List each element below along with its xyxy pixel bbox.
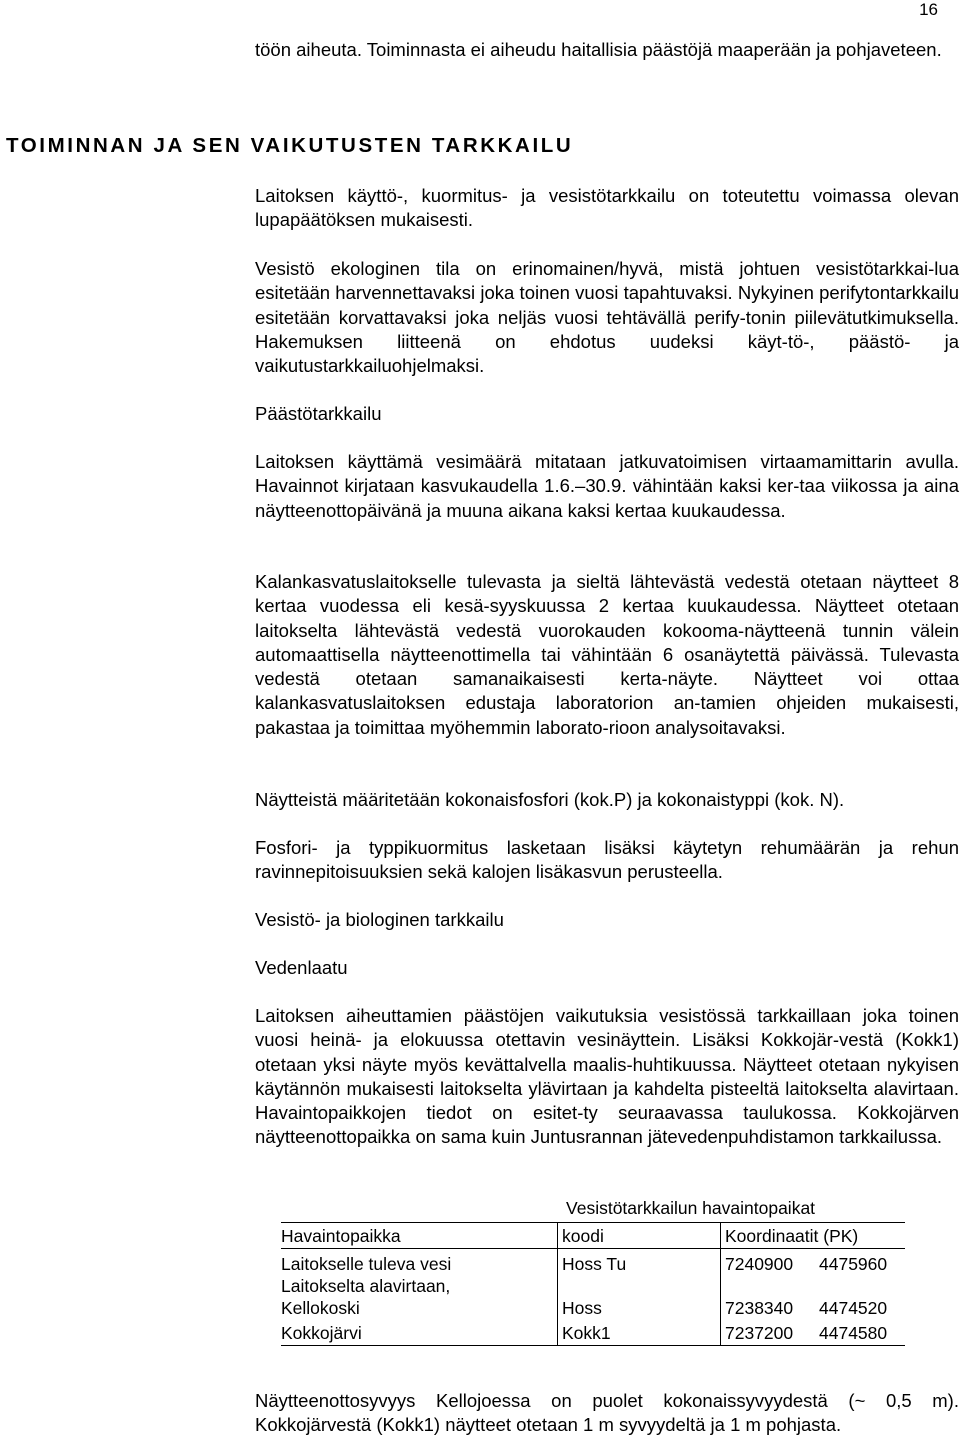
table-header-row xyxy=(281,1223,905,1249)
sampling-depth-paragraph: Näytteenottosyvyys Kellojoessa on puolet kokonaissyvyydestä (~ 0,5 m). Kokkojärvestä (Kokk1) näytteet otetaan 1 m syvyydeltä ja 1 m pohjasta. xyxy=(255,1390,959,1436)
monitoring-paragraph: Laitoksen käyttö-, kuormitus- ja vesistötarkkailu on toteutettu voimassa olevan lupapäätöksen mukaisesti. xyxy=(255,185,959,231)
water-quality-subheading: Vedenlaatu xyxy=(255,957,348,978)
code-cell: Hoss Tu xyxy=(558,1249,721,1276)
code-cell: Hoss xyxy=(558,1275,721,1319)
ecological-status-paragraph: Vesistö ekologinen tila on erinomainen/hyvä, mistä johtuen vesistötarkkai-lua esitetään harvennettavaksi joka toinen vuosi tapahtuvaksi. Nykyinen perifytontarkkailu esitetään korvattavaksi joka neljäs vuosi tehtävällä perify-tonin piilevätutkimuksella. Hakemuksen liitteenä on ehdotus uudeksi käyt-tö-, päästö- ja vaikutustarkkailuohjelmaksi. xyxy=(255,258,959,377)
header-code: koodi xyxy=(558,1223,721,1249)
north-coordinate-cell: 7238340 xyxy=(721,1275,820,1319)
north-coordinate-cell: 7237200 xyxy=(721,1319,820,1346)
determinations-paragraph: Näytteistä määritetään kokonaisfosfori (kok.P) ja kokonaistyppi (kok. N). xyxy=(255,789,845,810)
site-cell: Kokkojärvi xyxy=(281,1319,558,1346)
observation-sites-table xyxy=(281,1222,905,1346)
intro-paragraph: töön aiheuta. Toiminnasta ei aiheudu haitallisia päästöjä maaperään ja pohjaveteen. xyxy=(255,39,942,60)
table-row xyxy=(281,1319,905,1346)
site-cell: Laitokselta alavirtaan, Kellokoski xyxy=(281,1276,451,1318)
table-title: Vesistötarkkailun havaintopaikat xyxy=(566,1198,816,1218)
header-coordinates: Koordinaatit (PK) xyxy=(721,1223,906,1249)
east-coordinate-cell: 4475960 xyxy=(819,1254,888,1274)
north-coordinate-cell: 7240900 xyxy=(721,1249,820,1276)
emission-monitoring-subheading: Päästötarkkailu xyxy=(255,403,382,424)
water-quality-paragraph: Laitoksen aiheuttamien päästöjen vaikutuksia vesistössä tarkkaillaan joka toinen vuosi heinä- ja elokuussa otettavin vesinäyttein. Lisäksi Kokkojär-vestä (Kokk1) otetaan yksi näyte myös kevättalvella maalis-huhtikuussa. Näytteet otetaan nykyisen käytännön mukaisesti laitokselta ylävirtaan ja kahdelta pisteeltä laitokselta alavirtaan. Havaintopaikkojen tiedot on esitet-ty seuraavassa taulukossa. Kokkojärven näytteenottopaikka on sama kuin Juntusrannan jätevedenpuhdistamon tarkkailussa. xyxy=(255,1005,959,1148)
nutrient-load-paragraph: Fosfori- ja typpikuormitus lasketaan lisäksi käytetyn rehumäärän ja rehun ravinnepitoisuuksien sekä kalojen lisäkasvun perusteella. xyxy=(255,837,959,883)
sampling-paragraph: Kalankasvatuslaitokselle tulevasta ja sieltä lähtevästä vedestä otetaan näytteet 8 kertaa vuodessa eli kesä-syyskuussa 2 kertaa kuukaudessa. Näytteet otetaan laitokselta lähtevästä vedestä vuorokauden kokooma-näytteenä tunnin välein automaattisella näytteenottimella tai vähintään 6 osanäytettä päivässä. Tulevasta vedestä otetaan samanaikaisesti kerta-näyte. Näytteet voi ottaa kalankasvatuslaitoksen edustaja laboratorion an-tamien ohjeiden mukaisesti, pakastaa ja toimittaa myöhemmin laborato-rioon analysoitavaksi. xyxy=(255,571,959,738)
section-heading: TOIMINNAN JA SEN VAIKUTUSTEN TARKKAILU xyxy=(6,134,574,157)
code-cell: Kokk1 xyxy=(558,1319,721,1346)
biological-monitoring-subheading: Vesistö- ja biologinen tarkkailu xyxy=(255,909,504,930)
east-coordinate-cell: 4474520 xyxy=(819,1298,888,1318)
site-cell: Laitokselle tuleva vesi xyxy=(281,1254,452,1274)
header-site: Havaintopaikka xyxy=(281,1223,558,1249)
water-volume-paragraph: Laitoksen käyttämä vesimäärä mitataan jatkuvatoimisen virtaamamittarin avulla. Havainnot kirjataan kasvukaudella 1.6.–30.9. vähintään kaksi ker-taa viikossa ja aina näytteenottopäivänä ja muuna aikana kaksi kertaa kuukaudessa. xyxy=(255,451,959,521)
table-row xyxy=(281,1275,905,1319)
page-number: 16 xyxy=(919,0,938,19)
east-coordinate-cell: 4474580 xyxy=(819,1319,905,1346)
table-row xyxy=(281,1249,905,1276)
